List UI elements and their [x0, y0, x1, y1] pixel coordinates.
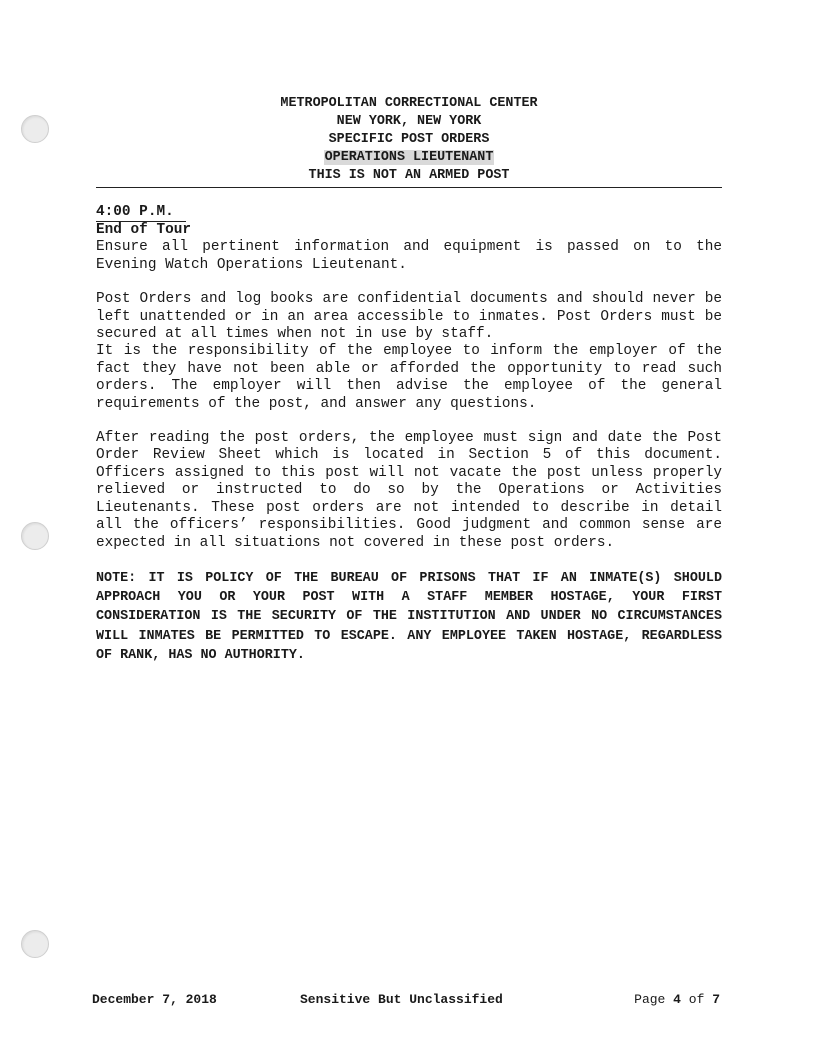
header-post-title-text: OPERATIONS LIEUTENANT — [324, 150, 494, 165]
punch-hole-bottom — [21, 930, 49, 958]
header-institution: METROPOLITAN CORRECTIONAL CENTER — [280, 96, 538, 111]
header-post-title — [96, 149, 722, 167]
header-document-type: SPECIFIC POST ORDERS — [328, 132, 490, 147]
section-subtitle: End of Tour — [96, 222, 191, 238]
footer-page-current: 4 — [673, 992, 681, 1007]
paragraph-handover: Ensure all pertinent information and equipment is passed on to the Evening Watch Operations Lieutenant. — [96, 239, 722, 273]
header-location: NEW YORK, NEW YORK — [336, 114, 482, 129]
hostage-policy-note: NOTE: IT IS POLICY OF THE BUREAU OF PRISONS THAT IF AN INMATE(S) SHOULD APPROACH YOU OR YOUR POST WITH A STAFF MEMBER HOSTAGE, YOUR FIRST CONSIDERATION IS THE SECURITY OF THE INSTITUTION AND UNDER NO CIRCUMSTANCES WILL INMATES BE PERMITTED TO ESCAPE. ANY EMPLOYEE TAKEN HOSTAGE, REGARDLESS OF RANK, HAS NO AUTHORITY. — [96, 570, 722, 663]
paragraph-responsibility: It is the responsibility of the employee to inform the employer of the fact they have not been able or afforded the opportunity to read such orders. The employer will then advise the employee of the general requirements of the post, and answer any questions. — [96, 343, 722, 412]
page-footer — [92, 992, 720, 1010]
footer-page-total: 7 — [712, 992, 720, 1007]
header-divider — [96, 187, 722, 188]
document-header — [96, 95, 722, 185]
punch-hole-middle — [21, 522, 49, 550]
footer-date: December 7, 2018 — [92, 992, 217, 1007]
footer-classification: Sensitive But Unclassified — [300, 992, 503, 1007]
header-armed-status: THIS IS NOT AN ARMED POST — [308, 168, 510, 183]
paragraph-confidentiality: Post Orders and log books are confidential documents and should never be left unattended or in an area accessible to inmates. Post Orders must be secured at all times when not in use by staff. — [96, 291, 722, 343]
footer-page-number: Page 4 of 7 — [634, 992, 720, 1007]
document-body — [96, 204, 722, 665]
punch-hole-top — [21, 115, 49, 143]
section-time: 4:00 P.M. — [96, 204, 186, 222]
paragraph-review-sheet: After reading the post orders, the employee must sign and date the Post Order Review Sheet which is located in Section 5 of this document. Officers assigned to this post will not vacate the post unless properly relieved or instructed to do so by the Operations or Activities Lieutenants. These post orders are not intended to describe in detail all the officers’ responsibilities. Good judgment and common sense are expected in all situations not covered in these post orders. — [96, 430, 722, 551]
